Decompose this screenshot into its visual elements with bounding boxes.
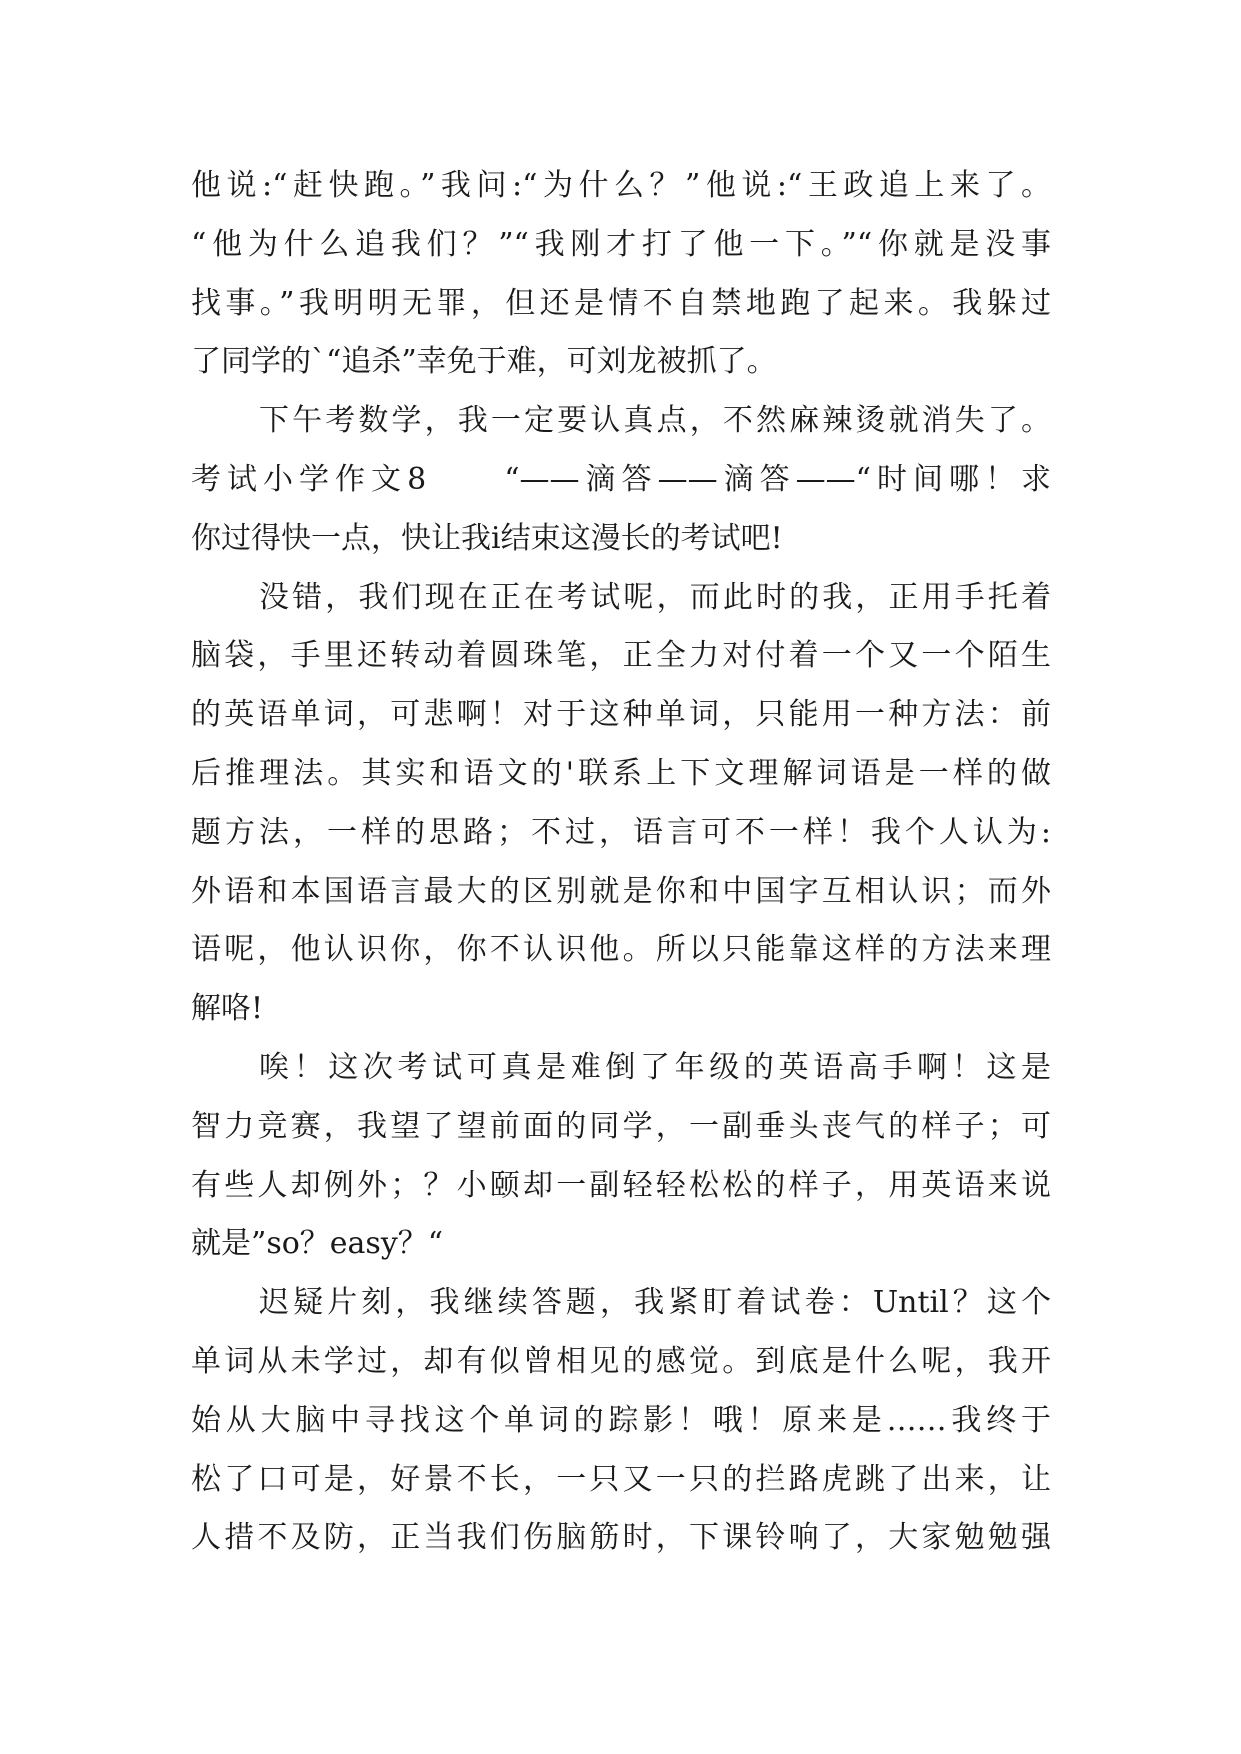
- text-line: 有些人却例外；？小颐却一副轻轻松松的样子，用英语来说: [191, 1167, 1051, 1203]
- text-line: 脑袋，手里还转动着圆珠笔，正全力对付着一个又一个陌生: [191, 638, 1051, 674]
- text-line: 题方法，一样的思路；不过，语言可不一样！我个人认为:: [191, 814, 1051, 850]
- paragraph-first-line: 下午考数学，我一定要认真点，不然麻辣烫就消失了。: [259, 403, 1051, 439]
- paragraph-first-line: 唉！这次考试可真是难倒了年级的英语高手啊！这是: [259, 1049, 1051, 1085]
- article-body: [191, 157, 1051, 1568]
- text-line: 语呢，他认识你，你不认识他。所以只能靠这样的方法来理: [191, 932, 1051, 968]
- text-line: 就是”so？easy？“: [191, 1226, 444, 1262]
- paragraph-first-line: 没错，我们现在正在考试呢，而此时的我，正用手托着: [259, 579, 1051, 615]
- text-line: 始从大脑中寻找这个单词的踪影！哦！原来是……我终于: [191, 1402, 1051, 1438]
- text-line: 松了口可是，好景不长，一只又一只的拦路虎跳了出来，让: [191, 1461, 1051, 1497]
- text-line: 你过得快一点，快让我i结束这漫长的考试吧!: [191, 520, 783, 556]
- text-line: 解咯!: [191, 991, 264, 1027]
- text-line: 了同学的`“追杀”幸免于难，可刘龙被抓了。: [191, 344, 777, 380]
- text-line: 考试小学作文8 “——滴答——滴答——“时间哪！求: [191, 461, 1051, 497]
- text-line: “他为什么追我们？”“我刚才打了他一下。”“你就是没事: [191, 226, 1051, 262]
- text-line: 后推理法。其实和语文的'联系上下文理解词语是一样的做: [191, 755, 1051, 791]
- text-line: 外语和本国语言最大的区别就是你和中国字互相认识；而外: [191, 873, 1051, 909]
- text-line: 智力竞赛，我望了望前面的同学，一副垂头丧气的样子；可: [191, 1108, 1051, 1144]
- text-line: 人措不及防，正当我们伤脑筋时，下课铃响了，大家勉勉强: [191, 1520, 1051, 1556]
- text-line: 的英语单词，可悲啊！对于这种单词，只能用一种方法：前: [191, 697, 1051, 733]
- text-line: 找事。”我明明无罪，但还是情不自禁地跑了起来。我躲过: [191, 285, 1051, 321]
- text-line: 他说:“赶快跑。”我问:“为什么？”他说:“王政追上来了。: [191, 168, 1051, 203]
- paragraph-first-line: 迟疑片刻，我继续答题，我紧盯着试卷：Until？这个: [259, 1285, 1051, 1321]
- text-line: 单词从未学过，却有似曾相见的感觉。到底是什么呢，我开: [191, 1343, 1051, 1379]
